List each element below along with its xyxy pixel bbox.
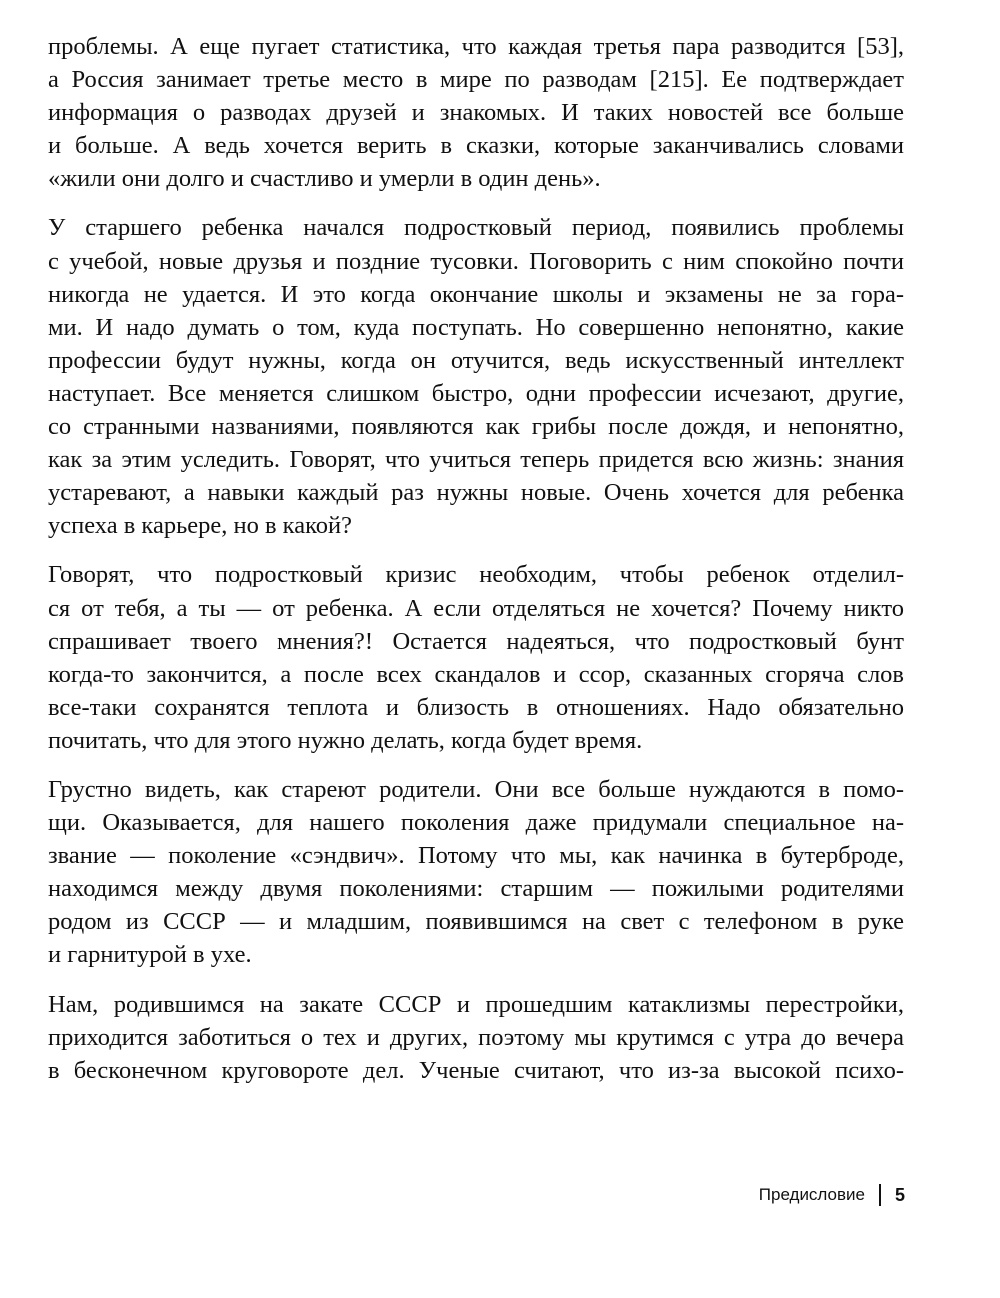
text-line: проблемы. А еще пугает статистика, что каждая третья пара разводится [53],	[48, 33, 904, 60]
text-line: как за этим уследить. Говорят, что учиться теперь придется всю жизнь: знания	[48, 446, 904, 474]
page-body	[48, 30, 904, 1103]
text-line: Нам, родившимся на закате СССР и прошедшим катаклизмы перестройки,	[48, 990, 904, 1018]
text-line: «жили они долго и счастливо и умерли в один день».	[48, 165, 601, 193]
page-number: 5	[894, 1184, 905, 1205]
text-line: У старшего ребенка начался подростковый период, появились проблемы	[48, 214, 904, 242]
paragraph	[48, 988, 904, 1087]
footer-separator	[879, 1184, 881, 1206]
text-line: ся от тебя, а ты — от ребенка. А если отделяться не хочется? Почему никто	[48, 594, 904, 622]
paragraph	[48, 211, 904, 542]
text-line: ми. И надо думать о том, куда поступать. Но совершенно непонятно, какие	[48, 313, 904, 341]
text-line: приходится заботиться о тех и других, поэтому мы крутимся с утра до вечера	[48, 1023, 904, 1051]
paragraph	[48, 773, 904, 972]
page-footer	[759, 1184, 905, 1206]
text-line: все-таки сохранятся теплота и близость в отношениях. Надо обязательно	[48, 693, 904, 721]
text-line: спрашивает твоего мнения?! Остается надеяться, что подростковый бунт	[48, 627, 904, 655]
text-line: со странными названиями, появляются как грибы после дождя, и непонятно,	[48, 413, 904, 441]
text-line: находимся между двумя поколениями: старшим — пожилыми родителями	[48, 875, 904, 903]
text-line: профессии будут нужны, когда он отучится, ведь искусственный интеллект	[48, 346, 904, 374]
text-line: щи. Оказывается, для нашего поколения даже придумали специальное на-	[48, 809, 904, 837]
text-line: звание — поколение «сэндвич». Потому что мы, как начинка в бутерброде,	[48, 842, 904, 870]
text-line: Грустно видеть, как стареют родители. Они все больше нуждаются в помо-	[48, 775, 904, 803]
text-line: в бесконечном круговороте дел. Ученые считают, что из-за высокой психо-	[48, 1056, 904, 1084]
text-line: никогда не удается. И это когда окончание школы и экзамены не за гора-	[48, 280, 904, 308]
text-line: и больше. А ведь хочется верить в сказки, которые заканчивались словами	[48, 132, 904, 160]
running-section-title: Предисловие	[758, 1185, 865, 1204]
text-line: наступает. Все меняется слишком быстро, одни профессии исчезают, другие,	[48, 379, 904, 407]
text-line: устаревают, а навыки каждый раз нужны новые. Очень хочется для ребенка	[48, 479, 904, 507]
text-line: а Россия занимает третье место в мире по разводам [215]. Ее подтверждает	[48, 66, 904, 94]
text-line: когда-то закончится, а после всех скандалов и ссор, сказанных сгоряча слов	[48, 660, 904, 688]
text-line: Говорят, что подростковый кризис необходим, чтобы ребенок отделил-	[48, 561, 904, 589]
text-line: информация о разводах друзей и знакомых. И таких новостей все больше	[48, 99, 904, 127]
text-line: с учебой, новые друзья и поздние тусовки. Поговорить с ним спокойно почти	[48, 247, 904, 275]
text-line: почитать, что для этого нужно делать, когда будет время.	[48, 726, 643, 754]
text-line: родом из СССР — и младшим, появившимся на свет с телефоном в руке	[48, 908, 904, 936]
paragraph	[48, 558, 904, 757]
paragraph	[48, 30, 904, 195]
text-line: и гарнитурой в ухе.	[48, 941, 252, 969]
text-line: успеха в карьере, но в какой?	[48, 512, 352, 540]
